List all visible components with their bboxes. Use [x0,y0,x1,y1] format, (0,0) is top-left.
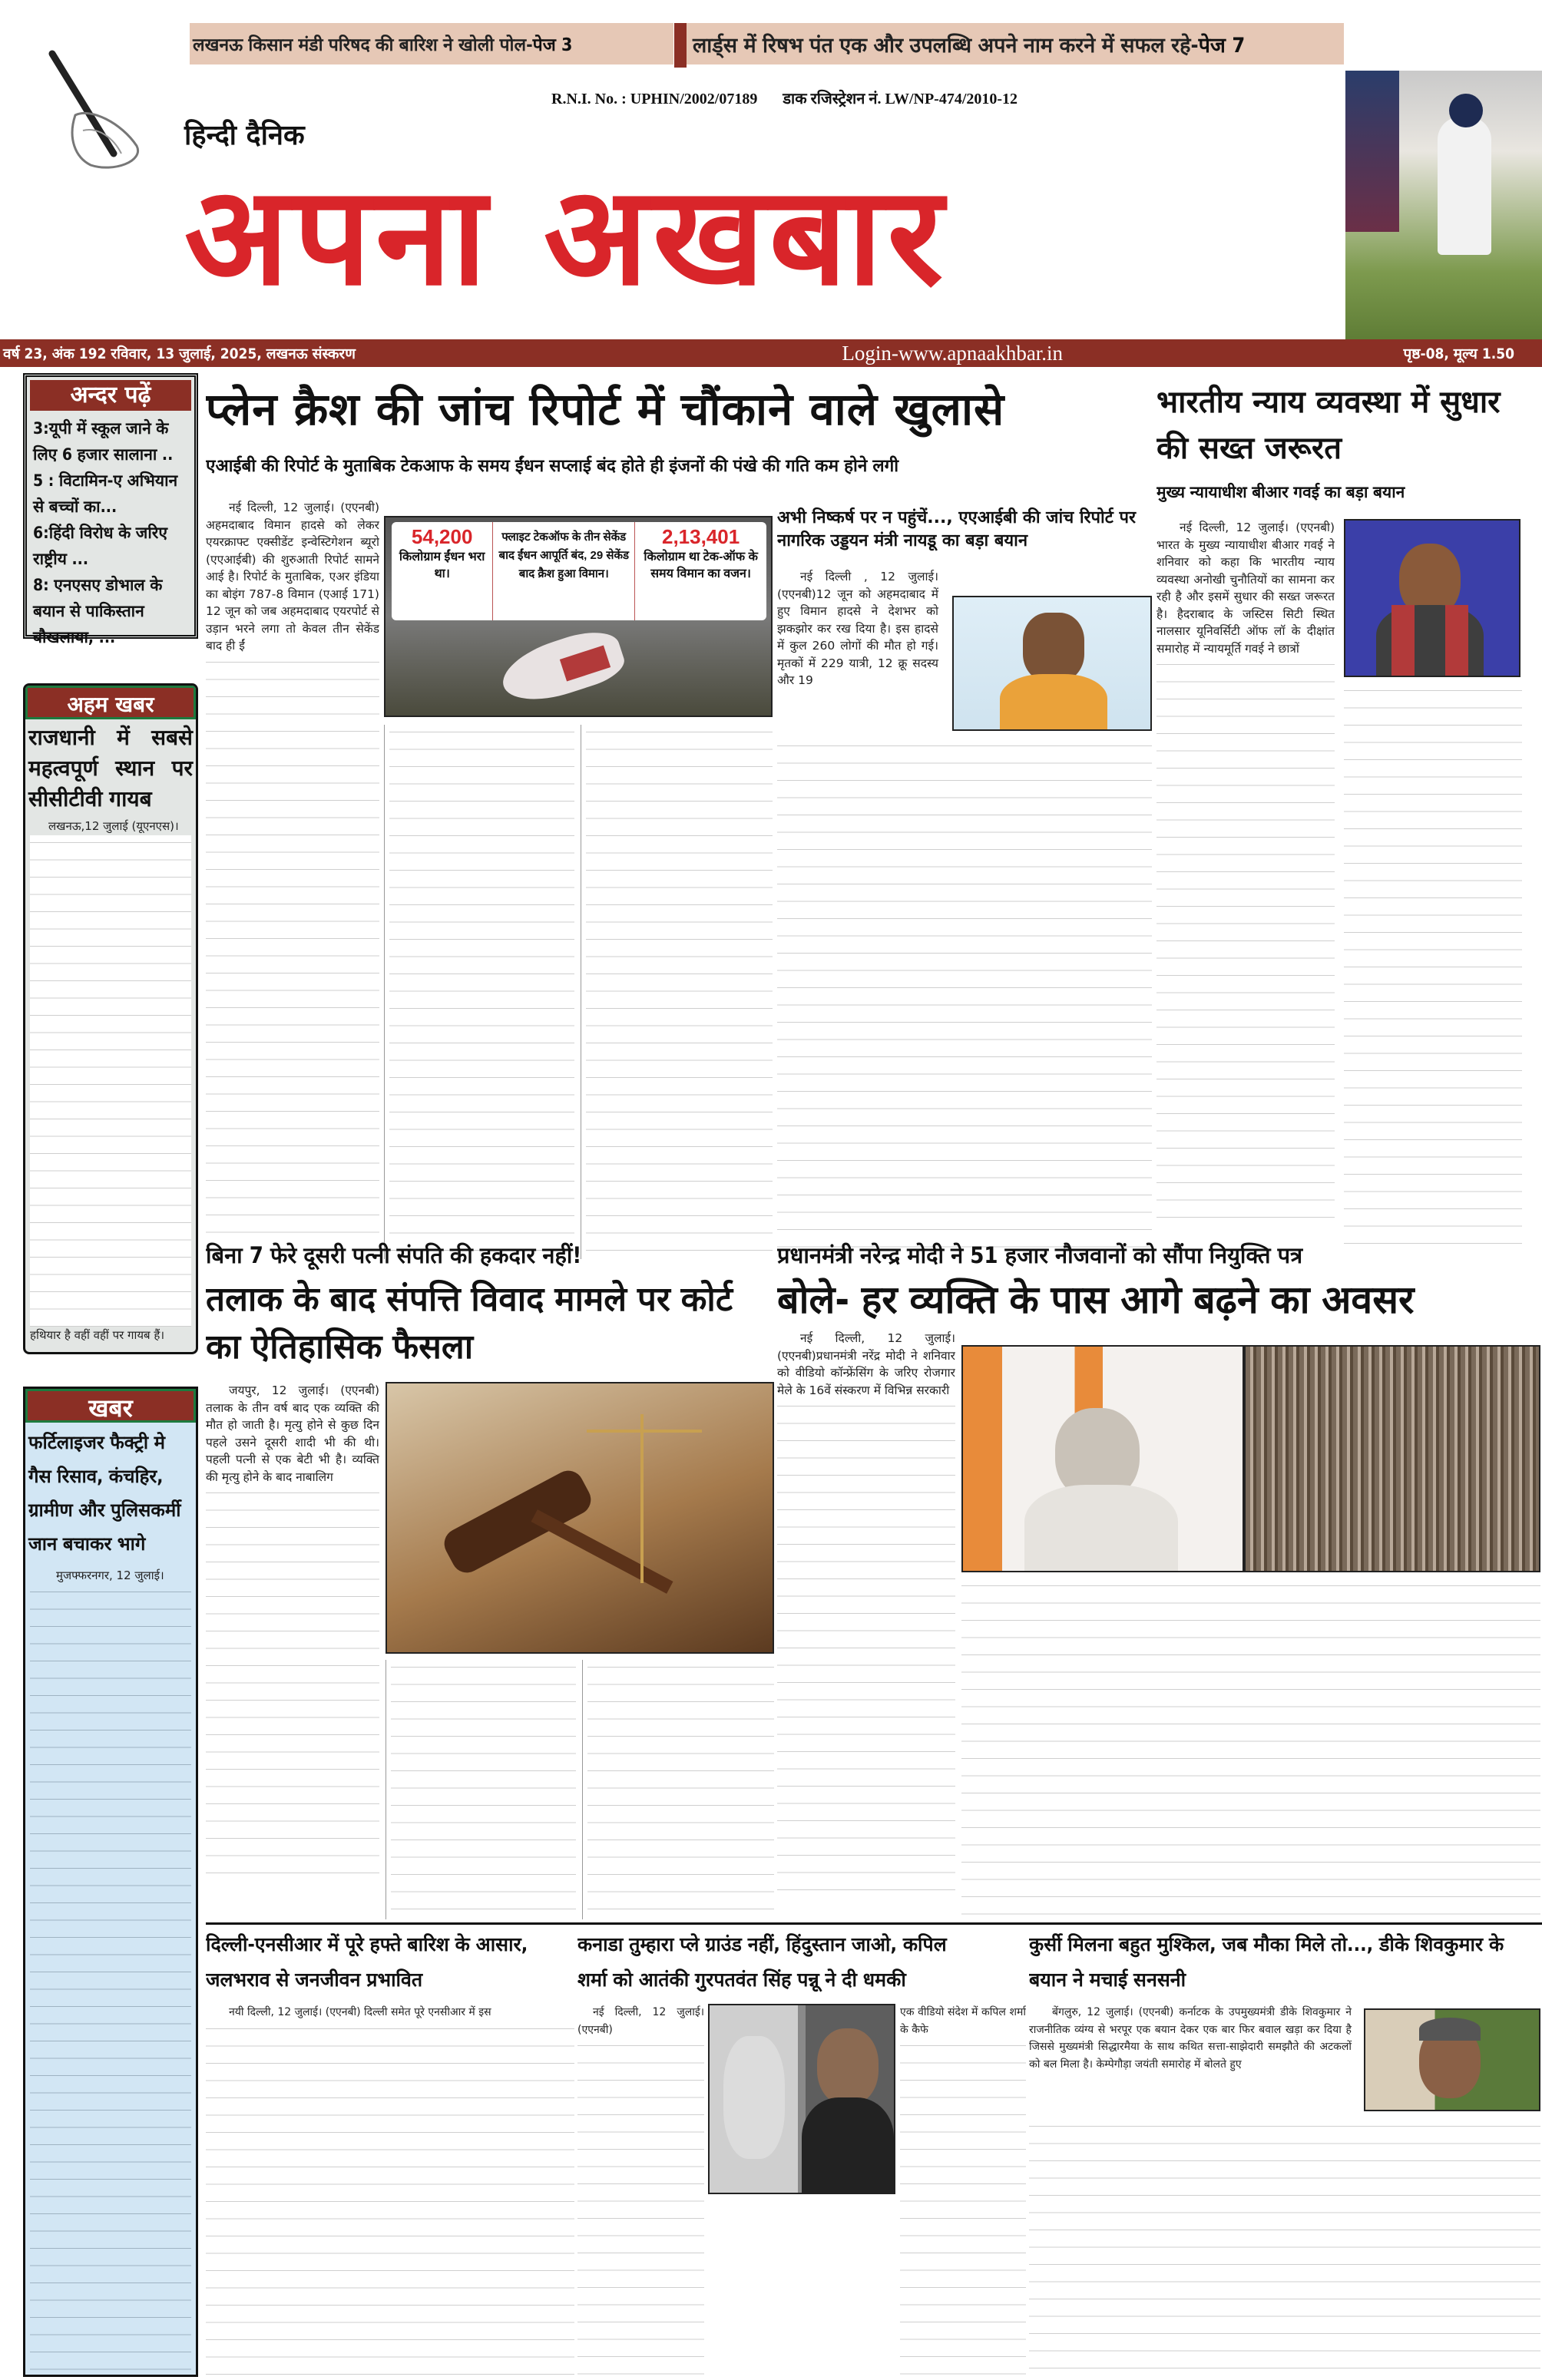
edition-info: वर्ष 23, अंक 192 रविवार, 13 जुलाई, 2025, लखनऊ संस्करण [3,345,356,362]
justice-body-text: नई दिल्ली, 12 जुलाई। (एएनबी) भारत के मुख्य न्यायाधीश बीआर गवई ने शनिवार को कहा कि भारतीय न्याय व्यवस्था अनोखी चुनौतियों का सामना कर रही है और इसमें सुधार की सख्त जरूरत है। हैदराबाद के जस्टिस सिटी स्थित नालसार यूनिवर्सिटी ऑफ लॉ के दीक्षांत समारोह में न्यायमूर्ति गवई ने छात्रों [1156,521,1335,656]
dk-headline[interactable]: कुर्सी मिलना बहुत मुश्किल, जब मौका मिले तो..., डीके शिवकुमार के बयान ने मचाई सनसनी [1029,1933,1504,1991]
registration-line [551,88,1018,108]
inside-item[interactable]: 8: एनएसए डोभाल के बयान से पाकिस्तान बौखलाया, ... [33,576,163,646]
lead-body-col2 [384,725,574,1259]
dk-body-rest [1029,2119,1540,2377]
teaser-right-page: पेज 7 [1198,33,1246,58]
newspaper-title: अपना अखबार [184,157,948,316]
khabar-dateline: मुजफ्फरनगर, 12 जुलाई। [56,1568,164,1582]
rain-body-text: नयी दिल्ली, 12 जुलाई। (एएनबी) दिल्ली समेत पूरे एनसीआर में इस [229,2006,491,2018]
crash-infographic [384,516,773,717]
kapil-body-col2 [900,2004,1026,2377]
lead-body [206,499,379,1259]
inside-list [30,411,191,655]
teaser-right[interactable] [687,23,1344,64]
inside-item[interactable]: 6:हिंदी विरोध के जरिए राष्ट्रीय ... [33,524,168,568]
khabar-body [25,1585,196,2378]
modi-body [777,1330,955,1921]
shivakumar-photo [1364,2008,1540,2111]
fact-weight-label: किलोग्राम था टेक-ऑफ के समय विमान का वजन। [644,550,758,580]
kapil-body [577,2004,704,2377]
lead-body-col3 [581,725,773,1259]
divorce-body-text: जयपुर, 12 जुलाई। (एएनबी) तलाक के तीन वर्ष बाद एक व्यक्ति की मौत हो जाती है। मृत्यु होने से कुछ दिन पहले उसने दूसरी शादी भी की थी। पहली पत्नी से एक बेटी भी है। व्यक्ति की मृत्यु होने के बाद नाबालिग [206,1383,379,1484]
modi-body-rest [961,1578,1540,1921]
inside-item[interactable]: 5 : विटामिन-ए अभियान से बच्चों का... [33,471,178,516]
rain-body [206,2004,574,2377]
edition-bar [0,339,1542,367]
teaser-left[interactable] [190,23,673,64]
divorce-headline[interactable]: तलाक के बाद संपत्ति विवाद मामले पर कोर्ट का ऐतिहासिक फैसला [206,1280,733,1367]
divorce-body [206,1382,379,1919]
divorce-body-col2 [386,1660,576,1919]
lead-body-text: नई दिल्ली, 12 जुलाई। (एएनबी) अहमदाबाद विमान हादसे को लेकर एयरक्राफ्ट एक्सीडेंट इन्वेस्टिगेशन ब्यूरो (एएआईबी) की शुरुआती रिपोर्ट सामने आई है। रिपोर्ट के मुताबिक, एअर इंडिया का बोइंग 787-8 विमान (एआई 171) 12 जून को जब अहमदाबाद एयरपोर्ट से उड़ान भरने लगा तो केवल तीन सेकेंड बाद ही ईं [206,501,379,653]
teaser-divider [674,23,687,68]
kapil-body2-text: एक वीडियो संदेश में कपिल शर्मा के कैफे [900,2006,1026,2036]
kapil-body-text: नई दिल्ली, 12 जुलाई। (एएनबी) [577,2006,704,2036]
khabar-title: खबर [25,1389,196,1423]
naidu-headline[interactable]: अभी निष्कर्ष पर न पहुंचें..., एएआईबी की जांच रिपोर्ट पर नागरिक उड्डयन मंत्री नायडू का बड़ा बयान [777,508,1136,550]
justice-headline[interactable]: भारतीय न्याय व्यवस्था में सुधार की सख्त जरूरत [1156,385,1501,466]
ahem-khabar-box [23,683,198,1354]
postal-registration: डाक रजिस्ट्रेशन नं. LW/NP-474/2010-12 [783,91,1018,107]
fact-fuel [392,522,492,620]
khabar-box [23,1387,198,2377]
fact-timeline [492,522,635,620]
ahem-body [25,835,196,1327]
page-price: पृष्ठ-08, मूल्य 1.50 [1403,345,1514,362]
teaser-right-text: लार्ड्स में रिषभ पंत एक और उपलब्धि अपने नाम करने में सफल रहे- [693,33,1199,58]
lead-headline[interactable]: प्लेन क्रैश की जांच रिपोर्ट में चौंकाने वाले खुलासे [206,383,1005,435]
teaser-left-page: पेज 3 [532,35,573,55]
fact-timeline-label: फ्लाइट टेकऑफ के तीन सेकेंड बाद ईंधन आपूर्ति बंद, 29 सेकेंड बाद क्रैश हुआ विमान। [498,531,630,580]
fact-fuel-value: 54,200 [411,525,473,548]
inside-title: अन्दर पढ़ें [30,380,191,411]
naidu-photo [952,596,1152,731]
inside-item[interactable]: 3:यूपी में स्कूल जाने के लिए 6 हजार सालाना .. [33,419,174,464]
kapil-headline[interactable]: कनाडा तुम्हारा प्ले ग्राउंड नहीं, हिंदुस्तान जाओ, कपिल शर्मा को आतंकी गुरपतवंत सिंह पन्नू ने दी धमकी [577,1933,947,1991]
ahem-headline[interactable]: राजधानी में सबसे महत्वपूर्ण स्थान पर सीसीटीवी गायब [28,725,193,812]
fact-weight-value: 2,13,401 [662,525,740,548]
bottom-rule [206,1922,1542,1925]
pen-in-hand-icon [22,31,167,177]
dk-body-text: बेंगलुरु, 12 जुलाई। (एएनबी) कर्नाटक के उपमुख्यमंत्री डीके शिवकुमार ने राजनीतिक व्यंग्य से भरपूर एक बयान देकर एक बार फिर बवाल खड़ा कर दिया है जिससे मुख्यमंत्री सिद्धारमैया के साथ कथित सत्ता-साझेदारी समझौते की अटकलों को बल मिला है। केम्पेगौड़ा जयंती समारोह में बोलते हुए [1029,2006,1352,2071]
modi-body-text: नई दिल्ली, 12 जुलाई। (एएनबी)प्रधानमंत्री नरेंद्र मोदी ने शनिवार को वीडियो कॉन्फ्रेंसिंग के जरिए रोजगार मेले के 16वें संस्करण में विभिन्न सरकारी [777,1331,955,1397]
gavel-photo [386,1382,774,1654]
cricket-photo [1345,71,1542,339]
naidu-body-text: नई दिल्ली , 12 जुलाई। (एएनबी)12 जून को अहमदाबाद में हुए विमान हादसे ने देशभर को झकझोर कर रख दिया है। इस हादसे में कुल 260 लोगों की मौत हो गई। मृतकों में 229 यात्री, 12 क्रू सदस्य और 19 [777,570,938,687]
pannun-kapil-photo [708,2004,895,2194]
rain-headline[interactable]: दिल्ली-एनसीआर में पूरे हफ्ते बारिश के आसार, जलभराव से जनजीवन प्रभावित [206,1933,528,1991]
divorce-kicker: बिना 7 फेरे दूसरी पत्नी संपति की हकदार नहीं! [206,1242,582,1268]
ahem-end: हथियार है वहीं वहीं पर गायब हैं। [30,1327,165,1342]
modi-headline[interactable]: बोले- हर व्यक्ति के पास आगे बढ़ने का अवसर [777,1278,1415,1322]
justice-body-col2 [1344,683,1522,1259]
rni-number: R.N.I. No. : UPHIN/2002/07189 [551,91,758,107]
tagline: हिन्दी दैनिक [184,120,305,151]
justice-subhead: मुख्य न्यायाधीश बीआर गवई का बड़ा बयान [1156,483,1405,501]
fact-weight [635,522,766,620]
lead-subhead: एआईबी की रिपोर्ट के मुताबिक टेकआफ के समय ईंधन सप्लाई बंद होते ही इंजनों की पंखे की गति कम होने लगी [206,456,899,476]
divorce-body-col3 [582,1660,774,1919]
modi-photo [961,1345,1244,1572]
rozgar-mela-photo [1244,1345,1540,1572]
justice-body [1156,519,1335,1259]
fact-fuel-label: किलोग्राम ईंधन भरा था। [399,550,485,580]
modi-kicker: प्रधानमंत्री नरेन्द्र मोदी ने 51 हजार नौजवानों को सौंपा नियुक्ति पत्र [777,1242,1303,1268]
teaser-left-text: लखनऊ किसान मंडी परिषद की बारिश ने खोली पोल- [193,35,533,55]
inside-box [23,373,198,646]
ahem-khabar-title: अहम खबर [25,686,196,719]
justice-photo [1344,519,1520,677]
ahem-dateline: लखनऊ,12 जुलाई (यूएनएस)। [48,819,179,833]
naidu-body-rest [777,739,1152,1259]
khabar-headline[interactable]: फर्टिलाइजर फैक्ट्री मे गैस रिसाव, कंचहिर, ग्रामीण और पुलिसकर्मी जान बचाकर भागे [28,1432,181,1555]
website-link[interactable]: Login-www.apnaakhbar.in [842,341,1064,365]
